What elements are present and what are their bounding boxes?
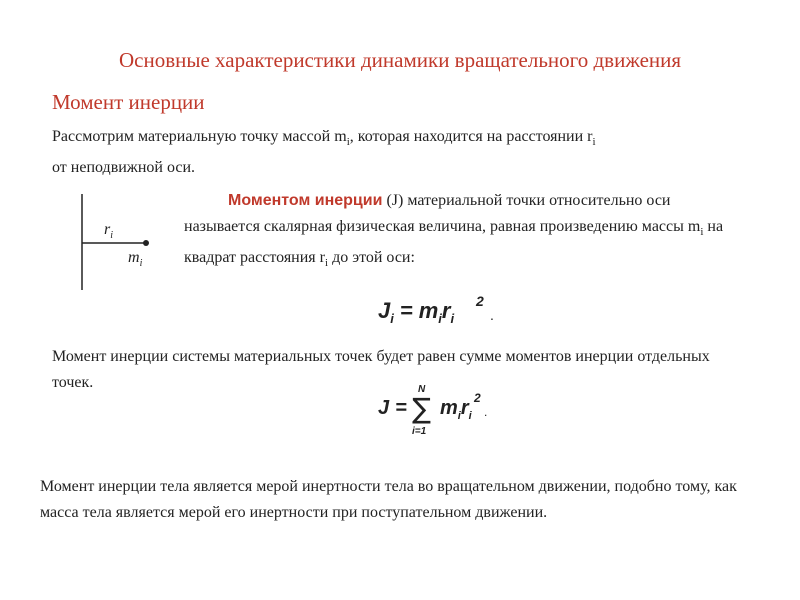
formula2-lhs: J =: [378, 397, 407, 419]
definition-paragraph: [184, 188, 744, 276]
mass-label: $m_i$: [128, 249, 143, 269]
formula1-power: 2: [476, 293, 484, 309]
intro-paragraph: [52, 124, 752, 181]
slide-title: Основные характеристики динамики вращательного движения: [118, 48, 682, 72]
definition-text-2: на квадрат расстояния r: [184, 218, 724, 267]
formula2-term: $m_ir_i$: [440, 397, 472, 422]
moment-of-inertia-formula: [372, 290, 502, 334]
section-heading: Момент инерции: [52, 90, 205, 114]
formula2-lower-limit: i=1: [412, 426, 427, 437]
definition-term: Моментом инерции: [228, 192, 383, 209]
system-paragraph: Момент инерции системы материальных точек будет равен сумме моментов инерции отдельных точек.: [52, 348, 710, 391]
definition-text-3: до этой оси:: [328, 249, 415, 267]
formula2-sum-sign: ∑: [412, 392, 431, 425]
formula2-upper-limit: N: [418, 384, 426, 395]
definition-text-1: (J) материальной точки относительно оси называется скалярная физическая величина, равная произведению массы m: [184, 192, 701, 235]
formula1-expression: $J_i = m_ir_i$: [378, 298, 455, 326]
intro-sub-m: i: [346, 136, 350, 149]
mass-point: [143, 240, 149, 246]
definition-sub-r: i: [325, 257, 329, 270]
conclusion-paragraph: Момент инерции тела является мерой инертности тела во вращательном движении, подобно тому, как масса тела является мерой его инертности при поступательном движении.: [40, 478, 737, 521]
definition-sub-m: i: [700, 226, 704, 239]
intro-text-2: , которая находится на расстоянии r: [349, 128, 593, 145]
intro-sub-r: i: [592, 136, 596, 149]
system-inertia-formula: [374, 380, 494, 440]
formula2-dot: .: [484, 405, 488, 419]
intro-text-3: от неподвижной оси.: [52, 159, 196, 177]
formula2-power: 2: [474, 391, 481, 405]
formula1-dot: .: [490, 307, 494, 323]
intro-text-1: Рассмотрим материальную точку массой m: [52, 128, 347, 145]
radius-label: $r_i$: [104, 221, 114, 241]
point-mass-diagram: [60, 188, 170, 298]
